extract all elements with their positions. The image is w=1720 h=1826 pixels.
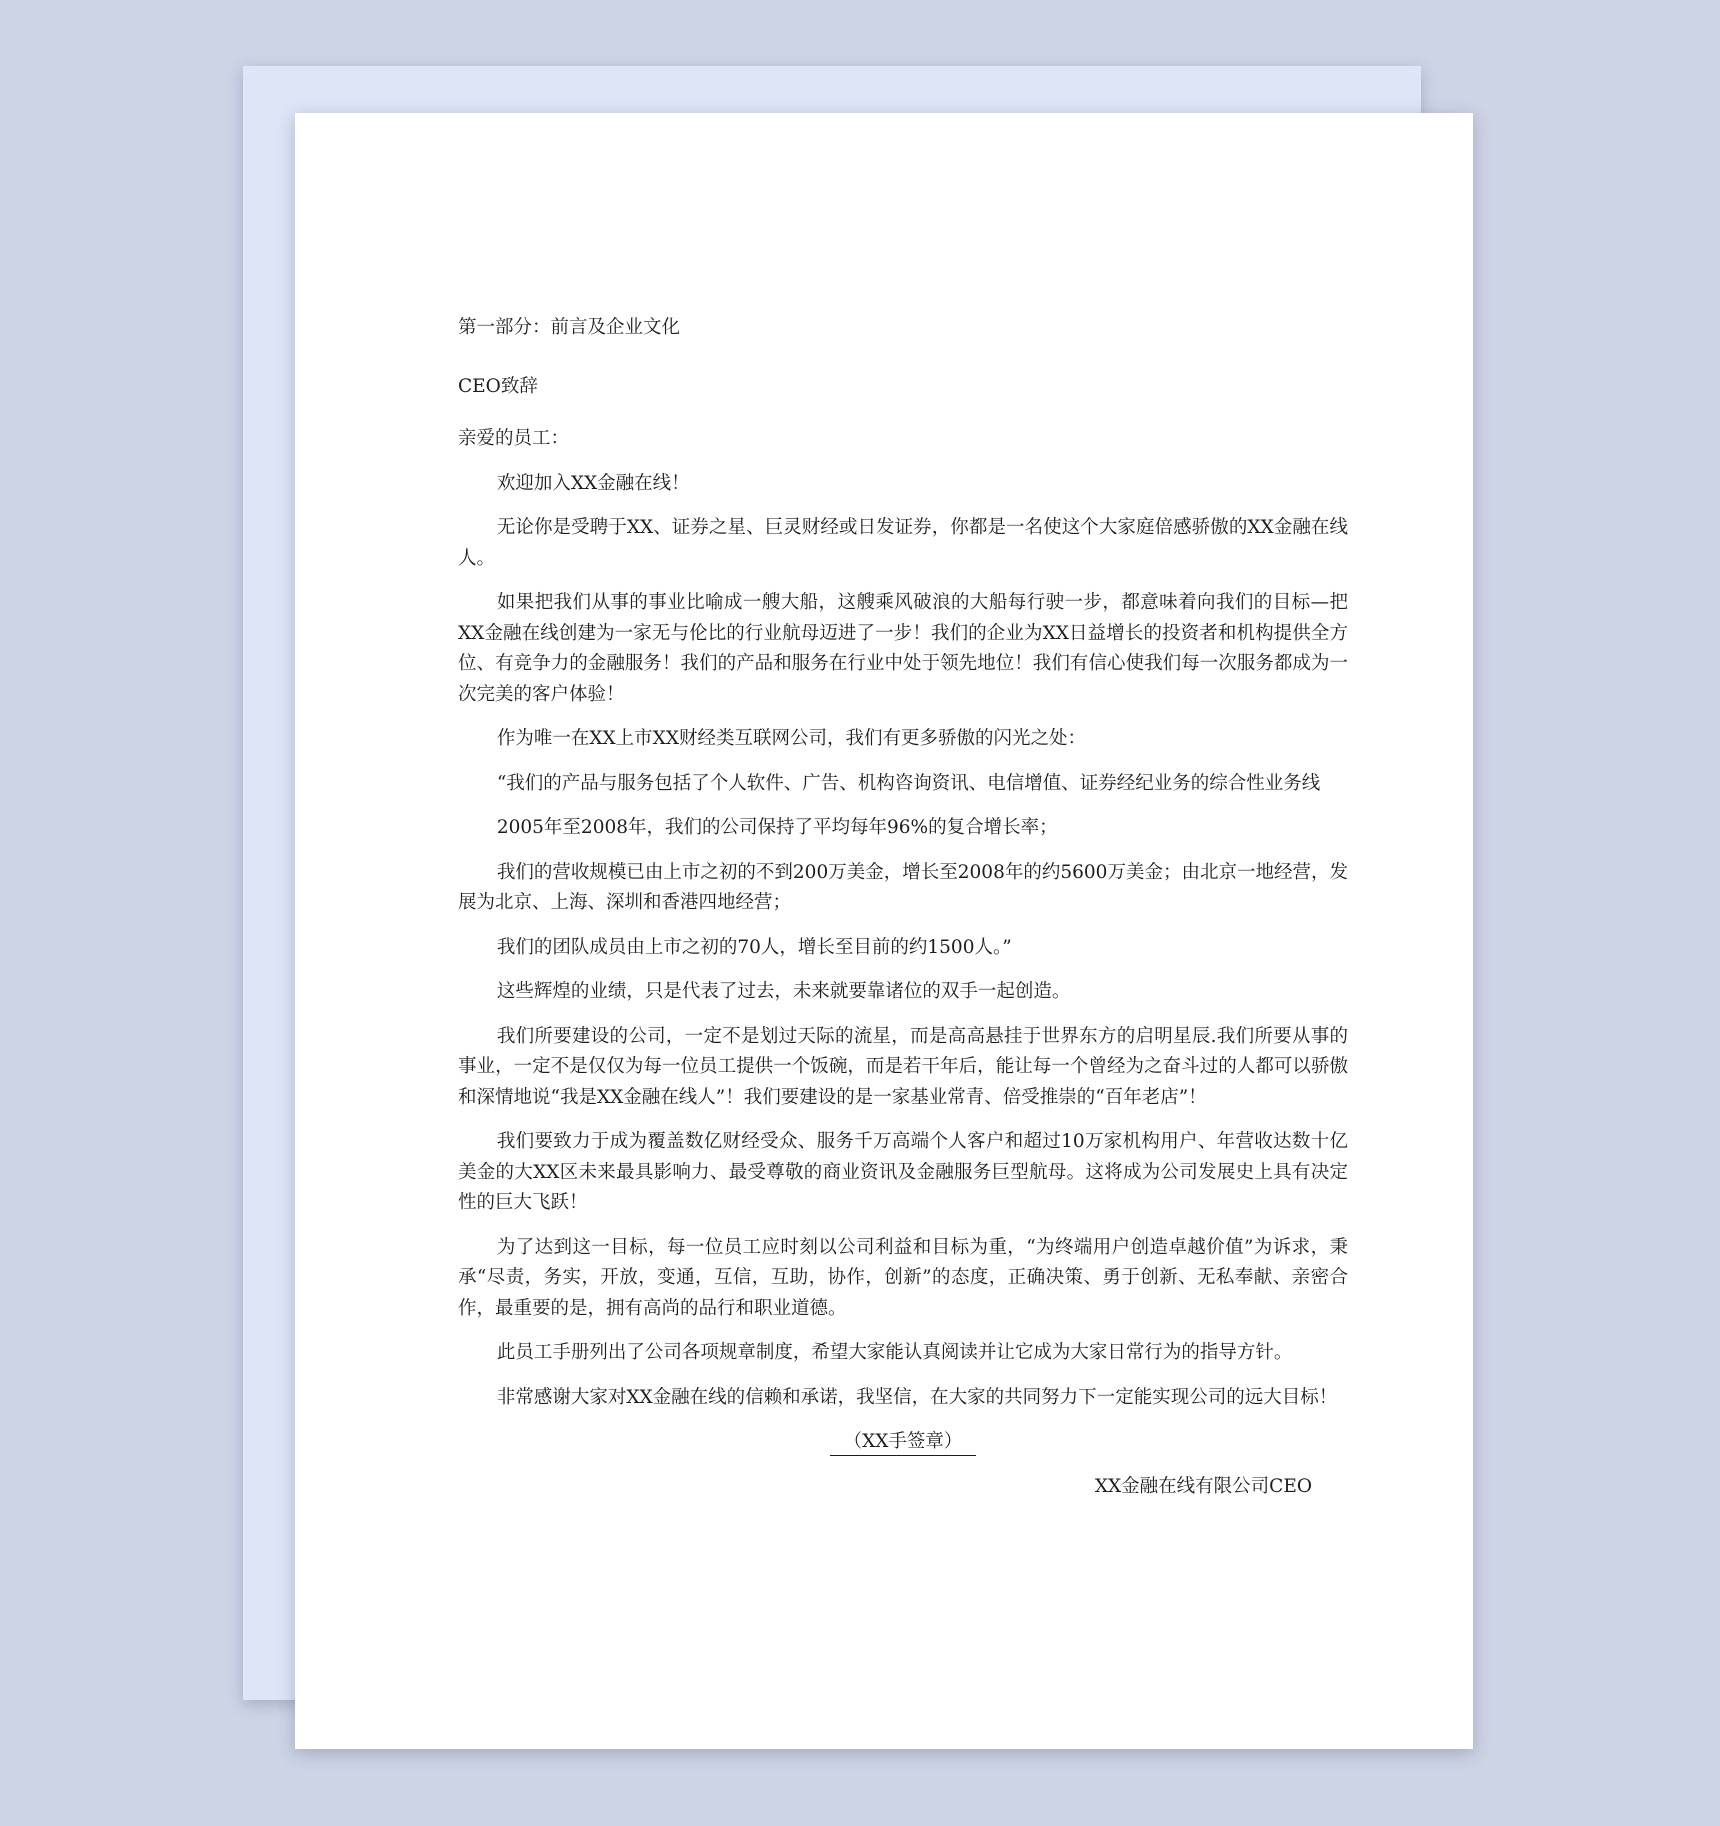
signature-placeholder: （XX手签章） (830, 1429, 977, 1456)
paragraph-handbook: 此员工手册列出了公司各项规章制度，希望大家能认真阅读并让它成为大家日常行为的指导方针。 (496, 1342, 1293, 1363)
paragraph-ship: 如果把我们从事的事业比喻成一艘大船，这艘乘风破浪的大船每行驶一步，都意味着向我们的目标—把XX金融在线创建为一家无与伦比的行业航母迈进了一步！我们的企业为XX日益增长的投资者和机构提供全方位、有竞争力的金融服务！我们的产品和服务在行业中处于领先地位！我们有信心使我们每一次服务都成为一次完美的客户体验！ (458, 592, 1348, 705)
paragraph-products: “我们的产品与服务包括了个人软件、广告、机构咨询资讯、电信增值、证券经纪业务的综合性业务线 (496, 772, 1321, 794)
document-body (458, 313, 1348, 1502)
paragraph-team: 我们的团队成员由上市之初的70人，增长至目前的约1500人。” (496, 936, 1012, 958)
document-page (295, 113, 1473, 1749)
paragraph-thanks: 非常感谢大家对XX金融在线的信赖和承诺，我坚信，在大家的共同努力下一定能实现公司的远大目标！ (496, 1386, 1338, 1408)
paragraph-values: 为了达到这一目标，每一位员工应时刻以公司利益和目标为重，“为终端用户创造卓越价值”为诉求，秉承“尽责，务实，开放，变通，互信，互助，协作，创新”的态度，正确决策、勇于创新、无私奉献、亲密合作，最重要的是，拥有高尚的品行和职业道德。 (458, 1236, 1348, 1319)
paragraph-growth: 2005年至2008年，我们的公司保持了平均每年96%的复合增长率； (496, 817, 1058, 838)
paragraph-future: 这些辉煌的业绩，只是代表了过去，未来就要靠诸位的双手一起创造。 (496, 981, 1071, 1002)
paragraph-vision: 我们所要建设的公司，一定不是划过天际的流星，而是高高悬挂于世界东方的启明星辰.我们所要从事的事业，一定不是仅仅为每一位员工提供一个饭碗，而是若干年后，能让每一个曾经为之奋斗过的人都可以骄傲和深情地说“我是XX金融在线人”！我们要建设的是一家基业常青、倍受推崇的“百年老店”！ (458, 1025, 1348, 1108)
signoff: XX金融在线有限公司CEO (1094, 1475, 1312, 1497)
paragraph-goal: 我们要致力于成为覆盖数亿财经受众、服务千万高端个人客户和超过10万家机构用户、年营收达数十亿美金的大XX区未来最具影响力、最受尊敬的商业资讯及金融服务巨型航母。这将成为公司发展史上具有决定性的巨大飞跃！ (458, 1131, 1348, 1213)
salutation: 亲爱的员工： (458, 428, 570, 449)
paragraph-welcome: 欢迎加入XX金融在线！ (496, 472, 690, 494)
speech-title: CEO致辞 (458, 375, 538, 397)
paragraph-identity: 无论你是受聘于XX、证券之星、巨灵财经或日发证券，你都是一名使这个大家庭倍感骄傲的XX金融在线人。 (458, 517, 1348, 569)
section-title: 第一部分：前言及企业文化 (458, 317, 681, 338)
paragraph-revenue: 我们的营收规模已由上市之初的不到200万美金，增长至2008年的约5600万美金；由北京一地经营，发展为北京、上海、深圳和香港四地经营； (458, 861, 1348, 913)
paragraph-highlights-intro: 作为唯一在XX上市XX财经类互联网公司，我们有更多骄傲的闪光之处： (496, 728, 1087, 749)
signature-line (458, 1427, 1348, 1458)
